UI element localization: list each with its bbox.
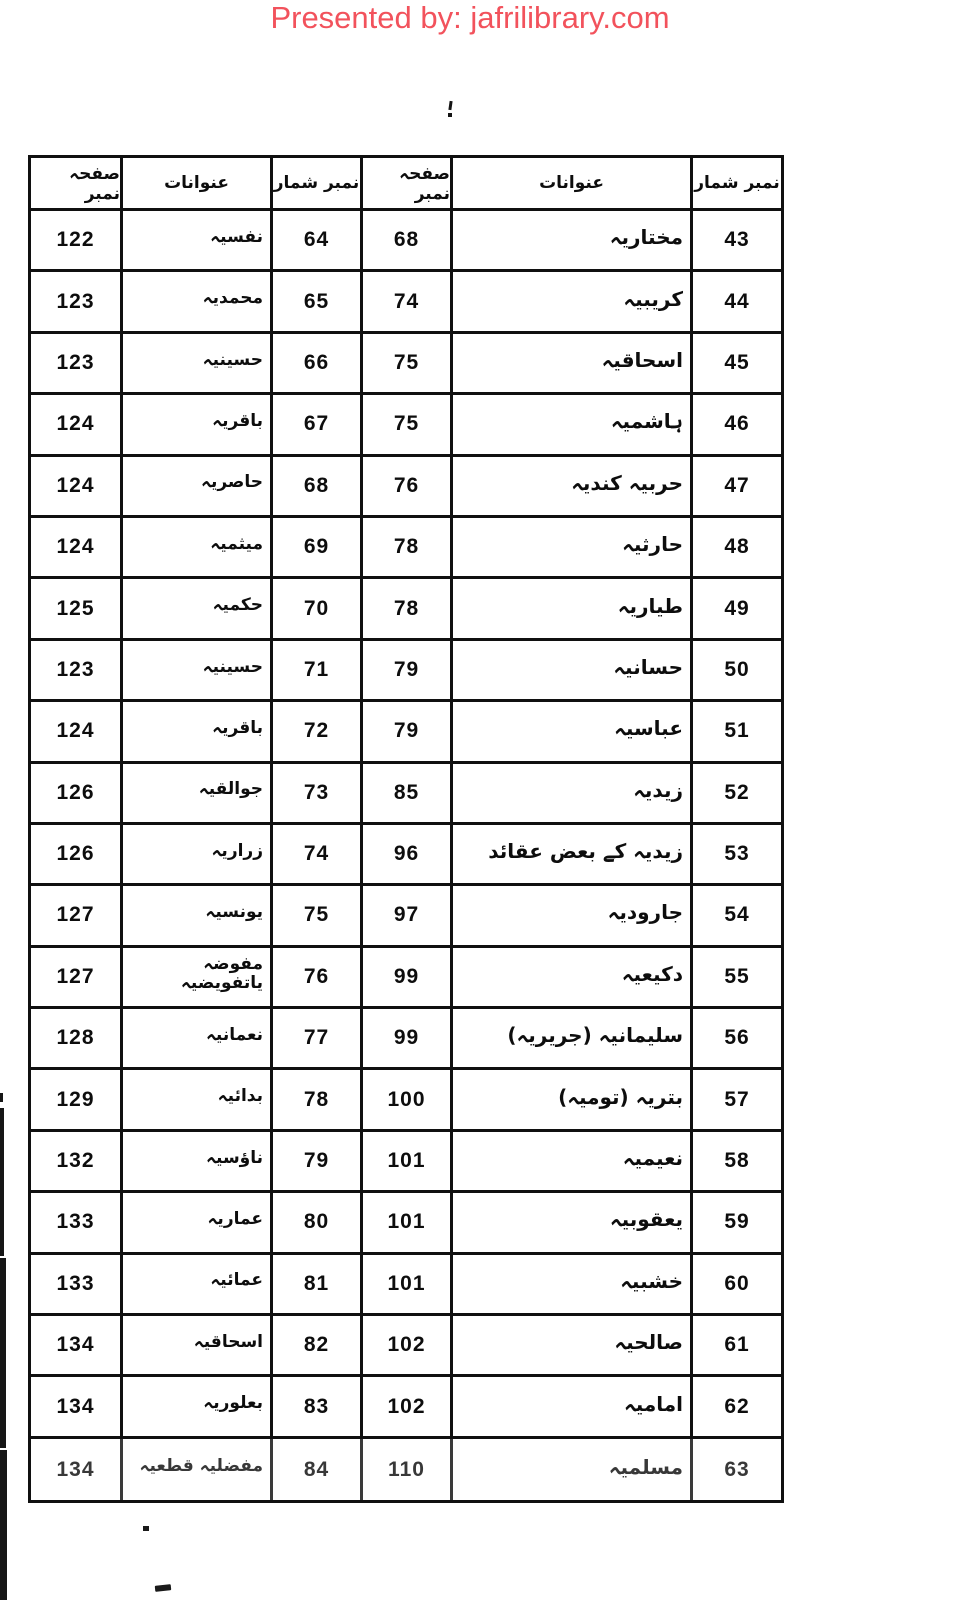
serial-cell-right: 61 — [693, 1316, 781, 1377]
header-serial-left: نمبر شمار — [273, 158, 363, 211]
page-cell-left: 124 — [31, 702, 123, 763]
page-cell-right: 75 — [363, 334, 453, 395]
title-cell-left: حسینیہ — [123, 641, 273, 702]
serial-cell-right: 53 — [693, 825, 781, 886]
page-cell-left: 124 — [31, 457, 123, 518]
scan-stray-mark — [448, 113, 452, 117]
page-cell-left: 123 — [31, 272, 123, 333]
page-cell-right: 101 — [363, 1132, 453, 1193]
title-cell-right: دکیعیہ — [453, 948, 693, 1009]
serial-cell-right: 55 — [693, 948, 781, 1009]
scan-stray-mark — [448, 101, 452, 110]
header-page-number-right: صفحہ نمبر — [363, 158, 453, 211]
page-cell-right: 102 — [363, 1316, 453, 1377]
page-cell-right: 79 — [363, 641, 453, 702]
serial-cell-right: 43 — [693, 211, 781, 272]
page-cell-right: 100 — [363, 1070, 453, 1131]
page-cell-right: 78 — [363, 518, 453, 579]
page-cell-left: 127 — [31, 886, 123, 947]
presented-by-text: Presented by: jafrilibrary.com — [270, 0, 670, 35]
serial-cell-right: 48 — [693, 518, 781, 579]
serial-cell-right: 46 — [693, 395, 781, 456]
title-cell-left: مفضلیہ قطعیہ — [123, 1439, 273, 1500]
scan-edge-artifact — [0, 1450, 7, 1600]
page-cell-left: 123 — [31, 334, 123, 395]
title-cell-left: محمدیہ — [123, 272, 273, 333]
page-cell-left: 128 — [31, 1009, 123, 1070]
page-cell-right: 101 — [363, 1255, 453, 1316]
header-titles-left: عنوانات — [123, 158, 273, 211]
serial-cell-right: 56 — [693, 1009, 781, 1070]
title-cell-right: مسلمیہ — [453, 1439, 693, 1500]
title-cell-left: نعمانیہ — [123, 1009, 273, 1070]
serial-cell-left: 66 — [273, 334, 363, 395]
title-cell-left: جوالقیہ — [123, 764, 273, 825]
page-cell-left: 125 — [31, 579, 123, 640]
title-cell-right: سلیمانیہ (جریریہ) — [453, 1009, 693, 1070]
serial-cell-right: 45 — [693, 334, 781, 395]
serial-cell-left: 75 — [273, 886, 363, 947]
serial-cell-left: 83 — [273, 1377, 363, 1438]
serial-cell-right: 54 — [693, 886, 781, 947]
serial-cell-right: 47 — [693, 457, 781, 518]
title-cell-right: حارثیہ — [453, 518, 693, 579]
title-cell-left: بعلوریہ — [123, 1377, 273, 1438]
serial-cell-left: 81 — [273, 1255, 363, 1316]
serial-cell-left: 67 — [273, 395, 363, 456]
page-cell-right: 99 — [363, 948, 453, 1009]
serial-cell-left: 74 — [273, 825, 363, 886]
page-cell-right: 96 — [363, 825, 453, 886]
serial-cell-left: 70 — [273, 579, 363, 640]
serial-cell-left: 72 — [273, 702, 363, 763]
page-cell-right: 74 — [363, 272, 453, 333]
title-cell-left: اسحاقیہ — [123, 1316, 273, 1377]
title-cell-left: باقریہ — [123, 702, 273, 763]
scan-edge-artifact — [0, 1108, 4, 1256]
serial-cell-left: 80 — [273, 1193, 363, 1254]
title-cell-right: صالحیہ — [453, 1316, 693, 1377]
title-cell-right: حربیہ کندیہ — [453, 457, 693, 518]
serial-cell-left: 73 — [273, 764, 363, 825]
title-cell-left: حسینیہ — [123, 334, 273, 395]
page-cell-right: 75 — [363, 395, 453, 456]
header-serial-right: نمبر شمار — [693, 158, 781, 211]
page-cell-left: 132 — [31, 1132, 123, 1193]
serial-cell-left: 64 — [273, 211, 363, 272]
page-cell-right: 85 — [363, 764, 453, 825]
scan-dot-artifact — [143, 1526, 149, 1531]
page-cell-right: 110 — [363, 1439, 453, 1500]
serial-cell-right: 51 — [693, 702, 781, 763]
scan-edge-artifact — [0, 1258, 6, 1448]
page-cell-right: 102 — [363, 1377, 453, 1438]
page-cell-left: 126 — [31, 825, 123, 886]
serial-cell-right: 58 — [693, 1132, 781, 1193]
serial-cell-left: 78 — [273, 1070, 363, 1131]
title-cell-left: عماریہ — [123, 1193, 273, 1254]
serial-cell-left: 69 — [273, 518, 363, 579]
serial-cell-left: 71 — [273, 641, 363, 702]
page-cell-left: 124 — [31, 518, 123, 579]
serial-cell-right: 57 — [693, 1070, 781, 1131]
scan-dash-artifact — [155, 1584, 172, 1592]
title-cell-left: مفوضہ یاتفویضیہ — [123, 948, 273, 1009]
title-cell-left: میثمیہ — [123, 518, 273, 579]
title-cell-right: خشبیہ — [453, 1255, 693, 1316]
toc-table — [28, 155, 784, 1503]
title-cell-right: زیدیہ کے بعض عقائد — [453, 825, 693, 886]
title-cell-left: حاصریہ — [123, 457, 273, 518]
header-titles-right: عنوانات — [453, 158, 693, 211]
serial-cell-left: 76 — [273, 948, 363, 1009]
title-cell-left: نفسیہ — [123, 211, 273, 272]
title-cell-left: عمائیہ — [123, 1255, 273, 1316]
page-cell-right: 99 — [363, 1009, 453, 1070]
serial-cell-right: 50 — [693, 641, 781, 702]
page-cell-left: 133 — [31, 1255, 123, 1316]
title-cell-right: جارودیہ — [453, 886, 693, 947]
title-cell-right: بتریہ (تومیہ) — [453, 1070, 693, 1131]
title-cell-left: زراریہ — [123, 825, 273, 886]
serial-cell-left: 77 — [273, 1009, 363, 1070]
page-cell-left: 122 — [31, 211, 123, 272]
title-cell-right: ہاشمیہ — [453, 395, 693, 456]
title-cell-right: امامیہ — [453, 1377, 693, 1438]
serial-cell-left: 82 — [273, 1316, 363, 1377]
serial-cell-left: 84 — [273, 1439, 363, 1500]
scan-edge-artifact — [0, 1093, 3, 1102]
page-cell-right: 79 — [363, 702, 453, 763]
page-cell-right: 101 — [363, 1193, 453, 1254]
serial-cell-right: 63 — [693, 1439, 781, 1500]
serial-cell-left: 65 — [273, 272, 363, 333]
page-cell-right: 76 — [363, 457, 453, 518]
page-cell-left: 127 — [31, 948, 123, 1009]
page-cell-left: 123 — [31, 641, 123, 702]
page-cell-right: 97 — [363, 886, 453, 947]
title-cell-right: مختاریہ — [453, 211, 693, 272]
title-cell-left: یونسیہ — [123, 886, 273, 947]
serial-cell-right: 49 — [693, 579, 781, 640]
title-cell-right: عباسیہ — [453, 702, 693, 763]
page-cell-right: 78 — [363, 579, 453, 640]
serial-cell-right: 59 — [693, 1193, 781, 1254]
header-page-number-left: صفحہ نمبر — [31, 158, 123, 211]
page-cell-left: 134 — [31, 1316, 123, 1377]
title-cell-right: زیدیہ — [453, 764, 693, 825]
page-cell-left: 134 — [31, 1439, 123, 1500]
page-cell-right: 68 — [363, 211, 453, 272]
serial-cell-right: 52 — [693, 764, 781, 825]
page-cell-left: 133 — [31, 1193, 123, 1254]
title-cell-right: نعیمیہ — [453, 1132, 693, 1193]
serial-cell-right: 60 — [693, 1255, 781, 1316]
title-cell-left: حکمیہ — [123, 579, 273, 640]
page-cell-left: 134 — [31, 1377, 123, 1438]
serial-cell-right: 44 — [693, 272, 781, 333]
title-cell-left: ناؤسیہ — [123, 1132, 273, 1193]
title-cell-right: کریبیہ — [453, 272, 693, 333]
page-cell-left: 126 — [31, 764, 123, 825]
title-cell-left: بدائیہ — [123, 1070, 273, 1131]
title-cell-left: باقریہ — [123, 395, 273, 456]
serial-cell-left: 68 — [273, 457, 363, 518]
title-cell-right: اسحاقیہ — [453, 334, 693, 395]
page-cell-left: 129 — [31, 1070, 123, 1131]
title-cell-right: طیاریہ — [453, 579, 693, 640]
serial-cell-left: 79 — [273, 1132, 363, 1193]
title-cell-right: یعقوبیہ — [453, 1193, 693, 1254]
serial-cell-right: 62 — [693, 1377, 781, 1438]
page-cell-left: 124 — [31, 395, 123, 456]
title-cell-right: حسانیہ — [453, 641, 693, 702]
